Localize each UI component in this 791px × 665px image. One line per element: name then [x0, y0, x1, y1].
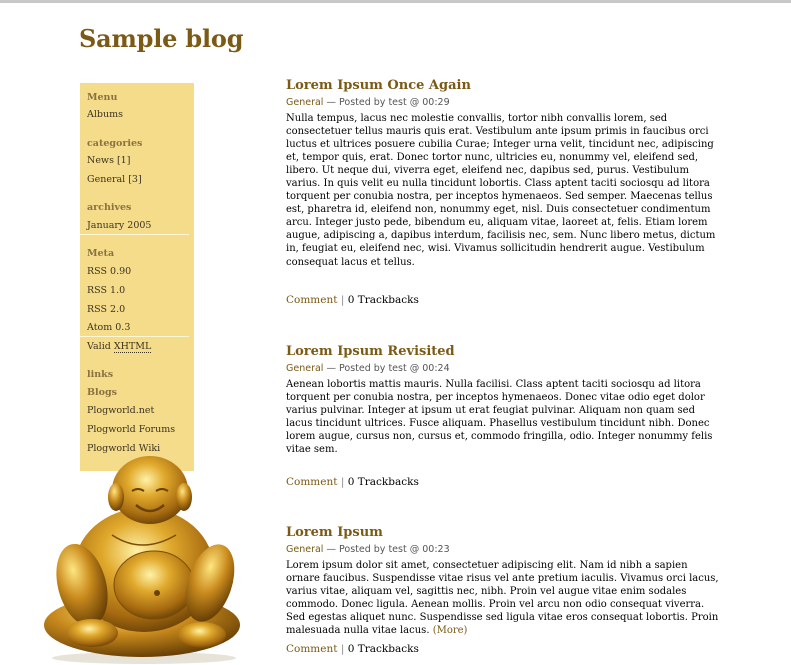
- trackbacks-link[interactable]: 0 Trackbacks: [347, 476, 419, 488]
- sidebar-heading-archives: archives: [87, 202, 132, 213]
- comment-link[interactable]: Comment: [286, 294, 338, 306]
- sidebar: [80, 83, 194, 471]
- sidebar-item-plogworld-forums[interactable]: Plogworld Forums: [87, 424, 176, 435]
- sidebar-heading-meta: Meta: [87, 248, 115, 259]
- trackbacks-link[interactable]: 0 Trackbacks: [347, 294, 419, 306]
- sidebar-item-january-2005[interactable]: January 2005: [87, 220, 152, 231]
- post-meta: [286, 97, 450, 108]
- post-title[interactable]: Lorem Ipsum: [286, 525, 383, 540]
- separator: |: [340, 294, 345, 306]
- post-more-link[interactable]: (More): [432, 625, 468, 637]
- post-title[interactable]: Lorem Ipsum Revisited: [286, 344, 455, 359]
- comment-link[interactable]: Comment: [286, 476, 338, 488]
- sidebar-item-atom-03[interactable]: Atom 0.3: [87, 322, 131, 333]
- post-byline: — Posted by test @ 00:29: [326, 97, 450, 108]
- sidebar-item-plogworld-wiki[interactable]: Plogworld Wiki: [87, 443, 161, 454]
- post-category-link[interactable]: General: [286, 363, 324, 374]
- trackbacks-link[interactable]: 0 Trackbacks: [347, 643, 419, 655]
- post-body-text: Nulla tempus, lacus nec molestie convallis, tortor nibh convallis lorem, sed consectetuer tellus mauris quis erat. Vestibulum ante ipsum primis in faucibus orci luctus et ultrices posuere cubilia Curae; Integer urna velit, tincidunt nec, adipiscing et, tempor quis, erat. Donec tortor nunc, ultricies eu, nonummy vel, eleifend sed, libero. Ut neque dui, viverra eget, eleifend nec, dapibus sed, purus. Vestibulum varius. In quis velit eu nulla tincidunt lobortis. Class aptent taciti sociosqu ad litora torquent per conubia nostra, per inceptos hymenaeos. Sed semper. Maecenas tellus est, pharetra id, eleifend non, nonummy eget, nisl. Duis consectetuer condimentum arcu. Integer justo pede, bibendum eu, aliquam vitae, laoreet at, felis. Etiam lorem augue, adipiscing a, dapibus interdum, facilisis nec, sem. Nunc libero metus, dictum in, feugiat eu, eleifend nec, wisi. Vivamus sollicitudin hendrerit augue. Vestibulum consequat lacus et tellus.: [286, 113, 716, 268]
- post-body-text: Aenean lobortis mattis mauris. Nulla facilisi. Class aptent taciti sociosqu ad litora torquent per conubia nostra, per inceptos hymenaeos. Donec vitae odio eget dolor varius pulvinar. Integer at ipsum ut erat feugiat pulvinar. Aliquam non quam sed lacus tincidunt ultrices. Fusce aliquam. Phasellus vestibulum tincidunt nibh. Donec lorem augue, cursus non, cursus et, commodo fringilla, odio. Integer nonummy felis vitae sem.: [286, 379, 713, 456]
- sidebar-item-rss-090[interactable]: RSS 0.90: [87, 266, 132, 277]
- post-body: [286, 378, 722, 456]
- sidebar-subheading-blogs: Blogs: [87, 387, 117, 398]
- post-category-link[interactable]: General: [286, 544, 324, 555]
- sidebar-divider: [80, 234, 189, 235]
- post-meta: [286, 544, 450, 555]
- sidebar-item-rss-20[interactable]: RSS 2.0: [87, 304, 126, 315]
- post-byline: — Posted by test @ 00:23: [326, 544, 450, 555]
- sidebar-heading-categories: categories: [87, 138, 143, 149]
- post-meta: [286, 363, 450, 374]
- sidebar-item-news[interactable]: News [1]: [87, 155, 131, 166]
- sidebar-item-valid-xhtml[interactable]: [87, 341, 151, 352]
- post-footer: [286, 294, 419, 306]
- site-title[interactable]: Sample blog: [79, 24, 244, 53]
- sidebar-heading-menu: Menu: [87, 92, 118, 103]
- post-byline: — Posted by test @ 00:24: [326, 363, 450, 374]
- valid-prefix: Valid: [87, 341, 111, 352]
- top-border: [0, 0, 791, 3]
- sidebar-heading-links: links: [87, 369, 114, 380]
- post-body: [286, 112, 722, 269]
- separator: |: [340, 476, 345, 488]
- post-body: [286, 559, 722, 637]
- post-category-link[interactable]: General: [286, 97, 324, 108]
- post-title[interactable]: Lorem Ipsum Once Again: [286, 78, 471, 93]
- post-footer: [286, 643, 419, 655]
- post-body-text: Lorem ipsum dolor sit amet, consectetuer adipiscing elit. Nam id nibh a sapien ornare faucibus. Suspendisse vitae risus vel ante pretium iaculis. Vivamus orci lacus, varius vitae, aliquam vel, sagittis nec, nibh. Proin vel augue vitae enim sodales commodo. Donec ligula. Aenean mollis. Proin vel arcu non odio consequat viverra. Sed egestas aliquet nunc. Suspendisse sed ligula vitae eros consequat lobortis. Proin malesuada nulla vitae lacus.: [286, 560, 719, 637]
- post-footer: [286, 476, 419, 488]
- sidebar-item-plogworld-net[interactable]: Plogworld.net: [87, 405, 155, 416]
- comment-link[interactable]: Comment: [286, 643, 338, 655]
- sidebar-divider: [80, 336, 189, 337]
- sidebar-item-general[interactable]: General [3]: [87, 174, 142, 185]
- buddha-statue-image: [32, 455, 252, 665]
- xhtml-abbr[interactable]: XHTML: [113, 341, 152, 352]
- sidebar-item-rss-10[interactable]: RSS 1.0: [87, 285, 126, 296]
- sidebar-item-albums[interactable]: Albums: [87, 109, 123, 120]
- separator: |: [340, 643, 345, 655]
